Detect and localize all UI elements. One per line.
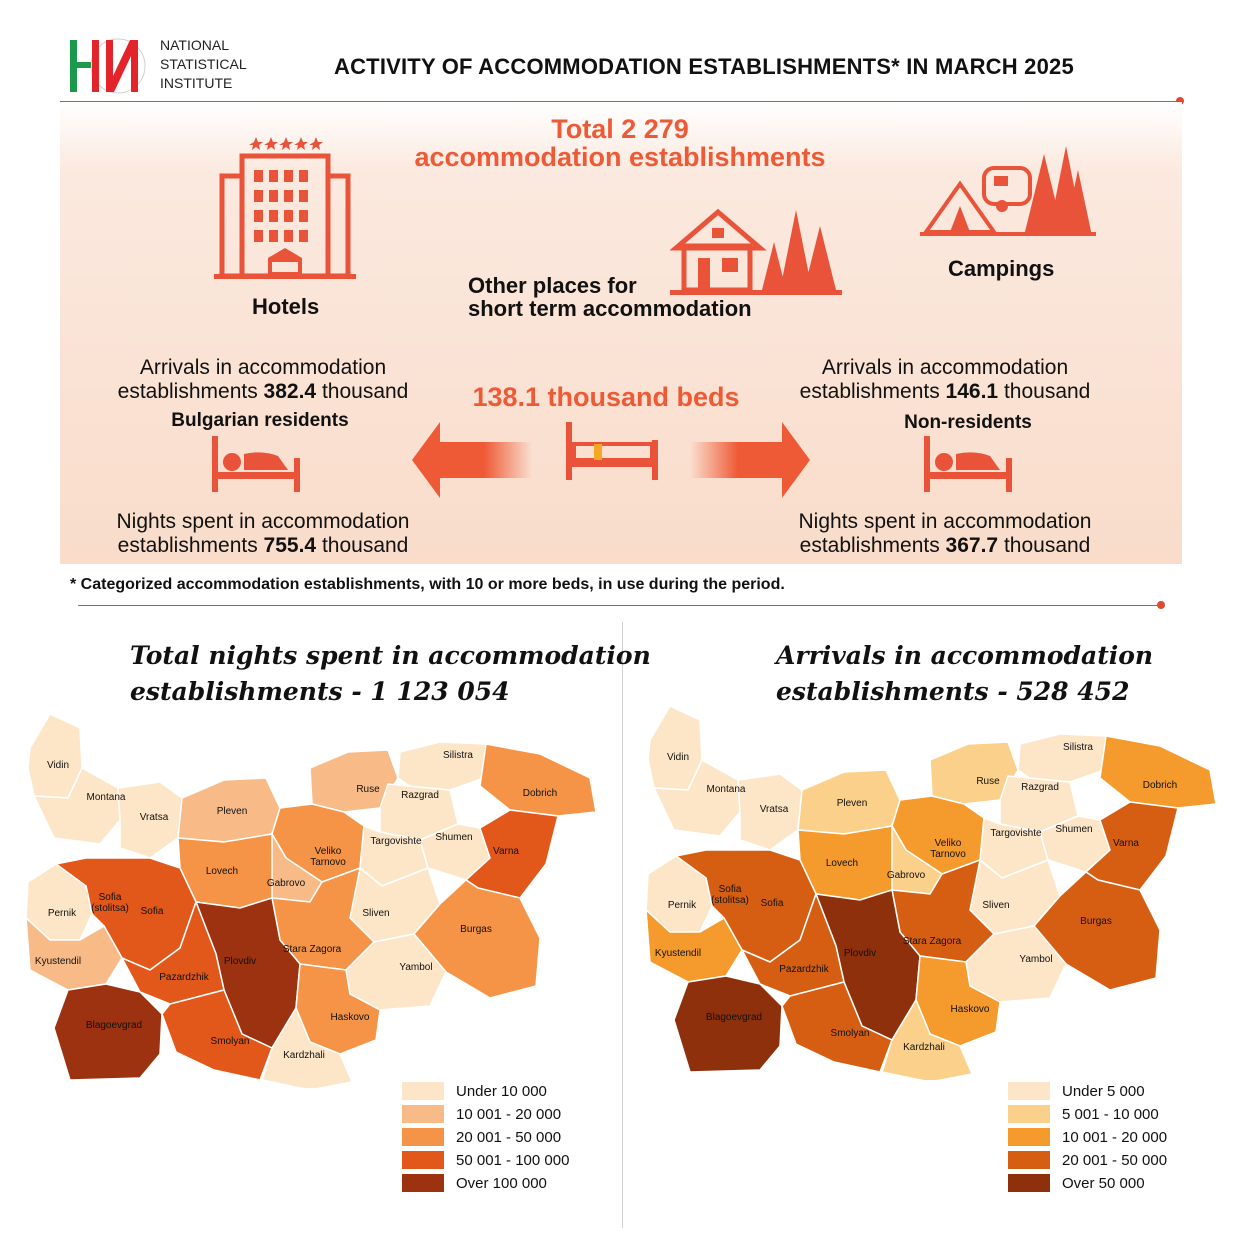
legend-label: Over 50 000 (1062, 1174, 1145, 1192)
nonresidents-label: Non-residents (904, 412, 1032, 433)
legend-label: 10 001 - 20 000 (456, 1105, 562, 1123)
footnote-rule (78, 605, 1160, 606)
nonresidents-nights-prefix: establishments (799, 534, 946, 557)
map-arrivals-title-line-2: establishments - 528 452 (776, 677, 1130, 706)
bed-icon (212, 436, 300, 492)
logo-line-1: NATIONAL (160, 37, 229, 53)
region-label-veliko-tarnovo: Veliko Tarnovo (310, 846, 346, 868)
residents-nights-unit: thousand (316, 534, 409, 557)
nonresidents-arrivals-value: 146.1 (945, 380, 999, 403)
residents-label: Bulgarian residents (171, 410, 349, 431)
region-label-blagoevgrad: Blagoevgrad (85, 1020, 143, 1031)
region-label-plovdiv: Plovdiv (223, 956, 257, 967)
total-establishments (380, 115, 860, 171)
region-label-kardzhali: Kardzhali (903, 1042, 945, 1053)
legend-swatch (1008, 1082, 1050, 1100)
nonresidents-nights-line-1: Nights spent in accommodation (798, 510, 1092, 533)
campings-label: Campings (948, 256, 1055, 281)
region-label-burgas: Burgas (460, 924, 492, 935)
nonresidents-arrivals-line-1: Arrivals in accommodation (821, 356, 1069, 379)
nsi-logo (68, 36, 154, 96)
nonresidents-nights-unit: thousand (998, 534, 1091, 557)
region-label-vratsa: Vratsa (759, 804, 789, 815)
region-label-pernik: Pernik (47, 908, 77, 919)
map-arrivals-title-line-1: Arrivals in accommodation (776, 641, 1154, 670)
region-label-montana: Montana (706, 784, 746, 795)
footnote-rule-dot (1157, 601, 1165, 609)
map-nights-legend (402, 1080, 569, 1195)
region-label-kyustendil: Kyustendil (654, 948, 702, 959)
legend-item (402, 1126, 569, 1148)
region-label-sofia-stolitsa: Sofia (stolitsa) (91, 892, 129, 914)
legend-label: Over 100 000 (456, 1174, 547, 1192)
region-label-razgrad: Razgrad (401, 790, 439, 801)
logo-line-2: STATISTICAL (160, 56, 247, 72)
hotels-label: Hotels (252, 294, 320, 319)
region-label-vidin: Vidin (666, 752, 690, 763)
legend-item (402, 1172, 569, 1194)
bed-icon (924, 436, 1012, 492)
region-label-dobrich: Dobrich (522, 788, 558, 799)
nonresidents-nights-value: 367.7 (945, 534, 999, 557)
legend-label: 50 001 - 100 000 (456, 1151, 570, 1169)
legend-item (402, 1149, 569, 1171)
region-label-yambol: Yambol (399, 962, 433, 973)
legend-swatch (1008, 1105, 1050, 1123)
nonresidents-arrivals-unit: thousand (998, 380, 1091, 403)
region-label-montana: Montana (86, 792, 126, 803)
residents-nights-line-1: Nights spent in accommodation (116, 510, 410, 533)
region-label-sofia-stolitsa: Sofia (stolitsa) (711, 884, 749, 906)
residents-nights-prefix: establishments (117, 534, 264, 557)
region-label-gabrovo: Gabrovo (886, 870, 926, 881)
region-label-burgas: Burgas (1080, 916, 1112, 927)
region-label-shumen: Shumen (435, 832, 473, 843)
region-label-ruse: Ruse (976, 776, 1000, 787)
nonresidents-arrivals-prefix: establishments (799, 380, 946, 403)
residents-nights (70, 510, 456, 558)
beds-total: 138.1 thousand beds (472, 382, 740, 412)
region-label-smolyan: Smolyan (830, 1028, 870, 1039)
region-label-lovech: Lovech (825, 858, 859, 869)
region-label-silistra: Silistra (1062, 742, 1094, 753)
legend-item (1008, 1149, 1167, 1171)
legend-label: 20 001 - 50 000 (1062, 1151, 1168, 1169)
region-label-sliven: Sliven (982, 900, 1010, 911)
region-label-plovdiv: Plovdiv (843, 948, 877, 959)
region-label-haskovo: Haskovo (950, 1004, 990, 1015)
left-arrow-icon (412, 420, 532, 500)
legend-item (1008, 1103, 1167, 1125)
region-label-lovech: Lovech (205, 866, 239, 877)
map-nights-title-line-2: establishments - 1 123 054 (130, 677, 510, 706)
right-arrow-icon (690, 420, 810, 500)
residents-arrivals-line-1: Arrivals in accommodation (139, 356, 387, 379)
legend-item (402, 1080, 569, 1102)
legend-swatch (402, 1128, 444, 1146)
maps-divider (622, 622, 623, 1228)
region-label-pleven: Pleven (216, 806, 248, 817)
legend-item (1008, 1126, 1167, 1148)
residents-arrivals-unit: thousand (316, 380, 409, 403)
legend-item (1008, 1172, 1167, 1194)
nonresidents-arrivals (752, 356, 1138, 404)
region-label-varna: Varna (1113, 838, 1139, 849)
legend-label: Under 10 000 (456, 1082, 547, 1100)
camping-icon (920, 140, 1096, 246)
legend-item (402, 1103, 569, 1125)
legend-label: 5 001 - 10 000 (1062, 1105, 1159, 1123)
region-blagoevgrad (54, 984, 162, 1080)
region-label-sliven: Sliven (362, 908, 390, 919)
legend-swatch (1008, 1174, 1050, 1192)
legend-swatch (402, 1151, 444, 1169)
legend-swatch (402, 1105, 444, 1123)
region-label-veliko-tarnovo: Veliko Tarnovo (930, 838, 966, 860)
region-label-kardzhali: Kardzhali (283, 1050, 325, 1061)
region-label-pernik: Pernik (667, 900, 697, 911)
residents-arrivals-prefix: establishments (117, 380, 264, 403)
region-label-smolyan: Smolyan (210, 1036, 250, 1047)
region-dobrich (480, 744, 596, 816)
region-label-pazardzhik: Pazardzhik (779, 964, 829, 975)
region-label-stara-zagora: Stara Zagora (902, 936, 962, 947)
region-label-kyustendil: Kyustendil (34, 956, 82, 967)
legend-swatch (1008, 1128, 1050, 1146)
legend-label: Under 5 000 (1062, 1082, 1145, 1100)
region-label-vidin: Vidin (46, 760, 70, 771)
total-count: Total 2 279 (551, 114, 689, 144)
map-nights-title-line-1: Total nights spent in accommodation (130, 641, 651, 670)
region-label-ruse: Ruse (356, 784, 380, 795)
region-label-vratsa: Vratsa (139, 812, 169, 823)
region-label-razgrad: Razgrad (1021, 782, 1059, 793)
map-arrivals-legend (1008, 1080, 1167, 1195)
bed-center-icon (566, 422, 658, 480)
region-label-dobrich: Dobrich (1142, 780, 1178, 791)
legend-label: 20 001 - 50 000 (456, 1128, 562, 1146)
logo-text (160, 36, 247, 93)
region-dobrich (1100, 736, 1216, 808)
hotel-icon (214, 134, 356, 280)
region-label-pleven: Pleven (836, 798, 868, 809)
map-arrivals (630, 700, 1230, 1080)
legend-label: 10 001 - 20 000 (1062, 1128, 1168, 1146)
region-label-targovishte: Targovishte (370, 836, 422, 847)
footnote: * Categorized accommodation establishments, with 10 or more beds, in use during the period. (70, 576, 785, 593)
region-label-blagoevgrad: Blagoevgrad (705, 1012, 763, 1023)
region-label-shumen: Shumen (1055, 824, 1093, 835)
legend-swatch (402, 1082, 444, 1100)
region-label-haskovo: Haskovo (330, 1012, 370, 1023)
residents-arrivals-value: 382.4 (263, 380, 317, 403)
region-label-silistra: Silistra (442, 750, 474, 761)
map-nights (10, 708, 610, 1088)
region-label-sofia: Sofia (760, 898, 784, 909)
region-label-yambol: Yambol (1019, 954, 1053, 965)
other-places-line-1: Other places for (468, 273, 637, 298)
region-label-sofia: Sofia (140, 906, 164, 917)
legend-item (1008, 1080, 1167, 1102)
map-nights-title (130, 638, 651, 710)
region-label-gabrovo: Gabrovo (266, 878, 306, 889)
residents-arrivals (70, 356, 456, 404)
other-places-line-2: short term accommodation (468, 296, 752, 321)
nonresidents-nights (752, 510, 1138, 558)
total-label: accommodation establishments (414, 142, 826, 172)
region-label-pazardzhik: Pazardzhik (159, 972, 209, 983)
residents-nights-value: 755.4 (263, 534, 317, 557)
other-places-label (468, 274, 752, 320)
region-label-targovishte: Targovishte (990, 828, 1042, 839)
region-blagoevgrad (674, 976, 782, 1072)
page-title: ACTIVITY OF ACCOMMODATION ESTABLISHMENTS* IN MARCH 2025 (334, 54, 1074, 79)
logo-line-3: INSTITUTE (160, 75, 233, 91)
region-label-varna: Varna (493, 846, 519, 857)
legend-swatch (1008, 1151, 1050, 1169)
region-label-stara-zagora: Stara Zagora (282, 944, 342, 955)
legend-swatch (402, 1174, 444, 1192)
